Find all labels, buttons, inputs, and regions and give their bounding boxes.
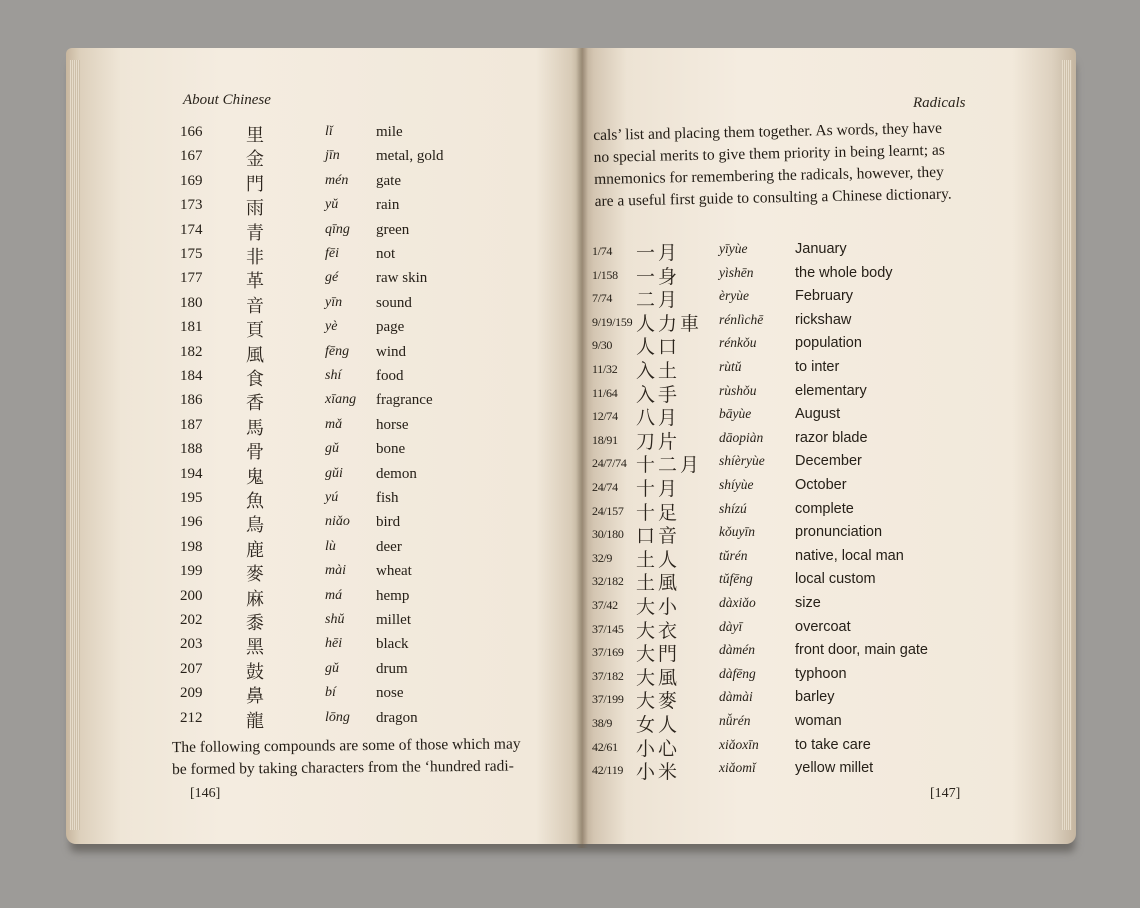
radical-meaning: gate: [376, 172, 401, 189]
radical-number: 188: [180, 441, 203, 458]
radical-character: 鼓: [246, 661, 264, 683]
radical-number: 195: [180, 490, 203, 506]
compound-reference: 24/157: [592, 503, 624, 518]
paragraph-line: no special merits to give them priority in being learnt; as: [593, 141, 946, 166]
book-gutter: [576, 48, 588, 848]
compound-reference: 7/74: [592, 291, 613, 306]
radical-pinyin: mén: [325, 172, 349, 188]
compound-meaning: February: [795, 288, 854, 305]
compound-pinyin: rùtǔ: [719, 359, 742, 374]
compound-reference: 1/158: [592, 267, 618, 282]
compound-characters: 土風: [636, 572, 681, 595]
radical-pinyin: gǔi: [325, 465, 343, 481]
radical-meaning: dragon: [376, 709, 418, 726]
compound-characters: 女人: [636, 714, 681, 736]
compound-reference: 11/32: [592, 362, 618, 376]
compound-characters: 小米: [636, 761, 681, 784]
radical-pinyin: má: [325, 587, 343, 603]
radical-meaning: page: [376, 319, 405, 336]
compound-characters: 一身: [636, 265, 681, 288]
radical-character: 青: [246, 222, 264, 244]
radical-number: 181: [180, 319, 203, 336]
compound-reference: 1/74: [592, 244, 613, 258]
radical-meaning: fragrance: [376, 392, 433, 409]
left-page-number: [146]: [190, 786, 221, 801]
radical-number: 196: [180, 514, 203, 531]
compound-meaning: front door, main gate: [795, 642, 928, 659]
radical-number: 207: [180, 660, 203, 677]
compound-reference: 11/64: [592, 385, 618, 400]
radical-number: 202: [180, 612, 203, 628]
radical-number: 173: [180, 197, 203, 214]
compound-pinyin: dàxiǎo: [719, 595, 756, 610]
compound-characters: 刀片: [636, 430, 681, 453]
radical-meaning: bone: [376, 441, 406, 458]
radical-character: 風: [246, 344, 264, 366]
compound-characters: 大衣: [636, 619, 681, 642]
compound-characters: 大風: [636, 666, 681, 689]
compound-pinyin: rùshǒu: [719, 382, 757, 398]
radical-number: 203: [180, 636, 203, 653]
radical-pinyin: gé: [325, 270, 339, 286]
radical-pinyin: gǔ: [325, 441, 339, 457]
compound-pinyin: shíèryùe: [719, 453, 765, 469]
compound-pinyin: rénlìchē: [719, 311, 764, 327]
left-running-head: About Chinese: [183, 92, 271, 108]
compound-pinyin: tǔrén: [719, 547, 748, 563]
compound-pinyin: dàyī: [719, 618, 743, 634]
radical-meaning: rain: [376, 197, 400, 214]
radical-number: 198: [180, 538, 203, 555]
compound-pinyin: dàmài: [719, 689, 753, 705]
compound-reference: 37/182: [592, 668, 624, 683]
radical-meaning: wind: [376, 343, 406, 360]
compound-reference: 24/7/74: [592, 456, 627, 471]
radical-number: 180: [180, 294, 203, 311]
compound-characters: 十二月: [636, 454, 703, 477]
radical-pinyin: yīn: [325, 294, 343, 310]
compound-meaning: woman: [795, 713, 842, 729]
compound-meaning: elementary: [795, 382, 867, 399]
compound-characters: 土人: [636, 548, 681, 571]
radical-character: 馬: [246, 417, 264, 439]
compound-characters: 二月: [636, 289, 681, 312]
right-page-number: [147]: [930, 786, 961, 801]
compound-reference: 37/169: [592, 645, 624, 660]
compound-reference: 12/74: [592, 409, 618, 424]
compound-pinyin: kǒuyīn: [719, 524, 755, 540]
radical-character: 魚: [246, 491, 264, 512]
radical-pinyin: yǔ: [325, 197, 339, 213]
radical-meaning: horse: [376, 416, 409, 433]
radical-meaning: drum: [376, 660, 408, 677]
compound-pinyin: dàmén: [719, 642, 755, 658]
radical-character: 黍: [246, 613, 264, 634]
radical-pinyin: hēi: [325, 636, 343, 652]
compound-reference: 37/42: [592, 598, 618, 612]
compound-reference: 24/74: [592, 480, 618, 494]
radical-character: 鹿: [246, 539, 264, 561]
radical-pinyin: lǐ: [325, 124, 333, 139]
compound-meaning: size: [795, 595, 821, 611]
radical-number: 184: [180, 368, 203, 384]
right-page-edges: [1062, 60, 1072, 830]
compound-characters: 入土: [636, 360, 681, 382]
radical-meaning: wheat: [376, 563, 412, 580]
radical-number: 199: [180, 563, 203, 580]
radical-character: 鼻: [246, 686, 264, 708]
paragraph-line: are a useful first guide to consulting a Chinese dictionary.: [594, 185, 952, 210]
radical-number: 175: [180, 246, 203, 262]
compound-meaning: to inter: [795, 359, 840, 375]
radical-pinyin: jīn: [325, 148, 340, 164]
radical-meaning: demon: [376, 465, 417, 482]
radical-number: 167: [180, 148, 203, 165]
radical-number: 187: [180, 416, 203, 433]
radical-character: 龍: [246, 710, 264, 732]
radical-number: 186: [180, 392, 203, 409]
compound-meaning: the whole body: [795, 264, 893, 281]
compound-characters: 大麥: [636, 690, 681, 713]
compound-meaning: complete: [795, 500, 854, 517]
compound-meaning: pronunciation: [795, 524, 883, 541]
compound-pinyin: tǔfēng: [719, 571, 753, 587]
compound-reference: 9/30: [592, 338, 613, 353]
right-paragraph: [593, 117, 985, 213]
right-running-head: Radicals: [913, 95, 966, 111]
radical-character: 音: [246, 295, 264, 317]
radical-meaning: fish: [376, 490, 399, 506]
compound-characters: 一月: [636, 242, 681, 264]
radical-character: 香: [246, 393, 264, 415]
compound-characters: 人力車: [636, 312, 703, 335]
compound-pinyin: nǚrén: [719, 713, 751, 728]
radical-character: 黑: [246, 637, 264, 659]
radical-meaning: not: [376, 246, 396, 262]
compound-characters: 十月: [636, 478, 681, 500]
radical-meaning: green: [376, 221, 410, 238]
compound-reference: 9/19/159: [592, 314, 633, 329]
compound-characters: 八月: [636, 407, 681, 430]
compound-characters: 小心: [636, 737, 681, 760]
compound-meaning: January: [795, 241, 847, 257]
compound-meaning: to take care: [795, 736, 871, 753]
radical-number: 182: [180, 343, 203, 360]
radical-character: 頁: [246, 320, 264, 342]
radical-number: 212: [180, 709, 203, 726]
compound-pinyin: xiǎoxīn: [719, 736, 759, 752]
compound-reference: 37/145: [592, 621, 624, 636]
radical-pinyin: bí: [325, 685, 336, 701]
compound-meaning: December: [795, 453, 862, 470]
compound-pinyin: yīyùe: [719, 241, 748, 256]
radical-character: 麥: [246, 564, 264, 586]
compound-characters: 十足: [636, 501, 681, 524]
radical-character: 食: [246, 369, 264, 390]
radical-character: 鳥: [246, 515, 264, 537]
left-page: [66, 48, 582, 844]
radical-character: 門: [246, 173, 264, 195]
radical-pinyin: yú: [325, 490, 339, 505]
paragraph-line: The following compounds are some of those which may: [171, 735, 521, 757]
radical-pinyin: gǔ: [325, 660, 339, 676]
radical-pinyin: shǔ: [325, 612, 345, 627]
compound-pinyin: yìshēn: [719, 264, 754, 280]
compound-reference: 37/199: [592, 692, 624, 707]
radical-pinyin: mǎ: [325, 416, 343, 432]
radical-number: 194: [180, 465, 203, 482]
radical-number: 209: [180, 685, 203, 702]
radical-number: 174: [180, 221, 203, 238]
compound-meaning: yellow millet: [795, 760, 874, 777]
radical-pinyin: fēi: [325, 246, 339, 261]
radical-character: 非: [246, 247, 264, 268]
compound-pinyin: dāopiàn: [719, 429, 764, 445]
paragraph-line: be formed by taking characters from the ‘hundred radi-: [172, 757, 514, 779]
radical-character: 鬼: [246, 466, 264, 488]
radical-number: 169: [180, 172, 203, 189]
compound-reference: 32/182: [592, 574, 624, 589]
compound-pinyin: xiǎomǐ: [719, 760, 756, 776]
radical-character: 金: [246, 149, 264, 171]
radical-pinyin: shí: [325, 368, 342, 383]
compound-pinyin: dàfēng: [719, 665, 756, 681]
radical-number: 166: [180, 124, 203, 140]
radical-character: 里: [246, 125, 264, 146]
compound-meaning: overcoat: [795, 618, 851, 635]
radical-character: 雨: [246, 198, 264, 220]
compound-characters: 口音: [636, 525, 681, 548]
paragraph-line: cals’ list and placing them together. As words, they have: [593, 119, 943, 144]
compound-reference: 30/180: [592, 527, 624, 542]
radical-meaning: deer: [376, 538, 402, 555]
radical-character: 革: [246, 271, 264, 293]
compound-pinyin: èryùe: [719, 288, 749, 304]
compound-pinyin: shízú: [719, 500, 747, 516]
radical-meaning: millet: [376, 612, 411, 628]
compound-meaning: local custom: [795, 571, 876, 588]
compound-meaning: October: [795, 477, 847, 493]
radical-meaning: mile: [376, 124, 403, 140]
compound-meaning: barley: [795, 689, 835, 706]
radical-pinyin: niǎo: [325, 514, 350, 530]
compound-characters: 大小: [636, 596, 681, 618]
radical-meaning: raw skin: [376, 270, 428, 287]
radical-pinyin: xīang: [325, 392, 357, 408]
compound-reference: 42/61: [592, 739, 618, 754]
compound-meaning: typhoon: [795, 665, 847, 682]
radical-meaning: bird: [376, 514, 401, 531]
compound-characters: 人口: [636, 336, 681, 359]
radical-character: 麻: [246, 588, 264, 610]
compound-reference: 38/9: [592, 716, 613, 730]
compound-reference: 42/119: [592, 763, 624, 778]
radical-pinyin: lù: [325, 538, 336, 554]
radical-number: 200: [180, 587, 203, 604]
compound-pinyin: shíyùe: [719, 477, 754, 492]
radical-character: 骨: [246, 442, 264, 464]
compound-meaning: native, local man: [795, 547, 904, 564]
left-paragraph: [172, 733, 572, 781]
compound-pinyin: rénkǒu: [719, 335, 757, 351]
compound-meaning: August: [795, 406, 841, 423]
radical-pinyin: qīng: [325, 221, 350, 237]
radical-meaning: metal, gold: [376, 148, 444, 165]
radical-meaning: sound: [376, 294, 412, 311]
left-page-edges: [70, 60, 80, 830]
radical-number: 177: [180, 270, 203, 287]
compound-characters: 入手: [636, 383, 681, 406]
radical-meaning: hemp: [376, 587, 410, 604]
radical-meaning: black: [376, 636, 409, 653]
radical-meaning: food: [376, 368, 404, 384]
compound-reference: 32/9: [592, 550, 613, 565]
radical-pinyin: lōng: [325, 709, 350, 725]
radical-pinyin: yè: [325, 319, 338, 335]
radical-pinyin: fēng: [325, 343, 350, 359]
radical-meaning: nose: [376, 685, 404, 702]
compound-meaning: population: [795, 335, 862, 352]
radical-pinyin: mài: [325, 563, 346, 579]
paragraph-line: mnemonics for remembering the radicals, however, they: [593, 163, 944, 188]
compound-pinyin: bāyùe: [719, 406, 752, 422]
compound-reference: 18/91: [592, 432, 618, 447]
compound-characters: 大門: [636, 643, 681, 666]
compound-meaning: rickshaw: [795, 311, 852, 328]
compound-meaning: razor blade: [795, 429, 868, 446]
